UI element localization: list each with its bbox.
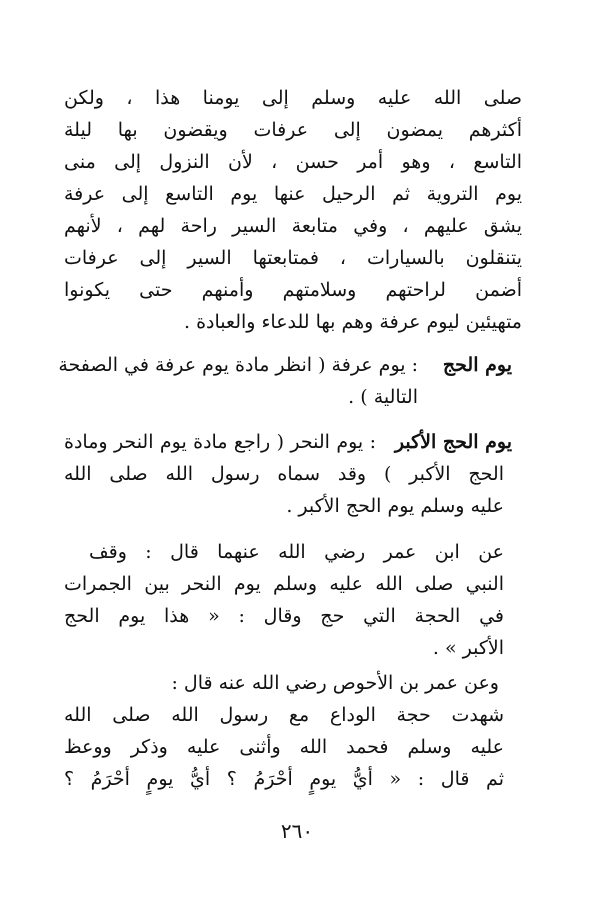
text-line: أكثرهم يمضون إلى عرفات ويقضون بها ليلة <box>64 119 522 141</box>
entry-definition-line: الحج الأكبر ) وقد سماه رسول الله صلى الله <box>64 463 504 485</box>
text-line: يشق عليهم ، وفي متابعة السير راحة لهم ، لأنهم <box>64 215 522 237</box>
entry-definition-line: : يوم النحر ( راجع مادة يوم النحر ومادة <box>64 431 376 453</box>
hadith-line: عليه وسلم فحمد الله وأثنى عليه وذكر ووعظ <box>64 736 504 758</box>
text-line: يتنقلون بالسيارات ، فمتابعتها السير إلى عرفات <box>64 247 522 269</box>
hadith-line: ثم قال : « أيُّ يومٍ أحْرَمُ ؟ أيُّ يومٍ أحْرَمُ ؟ <box>64 768 504 790</box>
page-number: ٢٦٠ <box>280 819 314 843</box>
text-line: يوم التروية ثم الرحيل عنها يوم التاسع إلى عرفة <box>64 183 522 205</box>
hadith-line: وعن عمر بن الأحوص رضي الله عنه قال : <box>171 672 499 694</box>
text-line: أضمن لراحتهم وسلامتهم وأمنهم حتى يكونوا <box>64 279 522 301</box>
hadith-line: عن ابن عمر رضي الله عنهما قال : وقف <box>89 541 504 563</box>
text-line: التاسع ، وهو أمر حسن ، لأن النزول إلى منى <box>64 151 522 173</box>
hadith-line: النبي صلى الله عليه وسلم يوم النحر بين الجمرات <box>64 573 504 595</box>
text-line: صلى الله عليه وسلم إلى يومنا هذا ، ولكن <box>64 87 522 109</box>
entry-term-yawm-al-hajj: يوم الحج <box>442 354 512 376</box>
hadith-line: الأكبر » . <box>432 637 504 659</box>
entry-term-yawm-al-hajj-al-akbar: يوم الحج الأكبر <box>394 431 512 453</box>
text-line: متهيئين ليوم عرفة وهم بها للدعاء والعبادة . <box>184 311 522 333</box>
entry-definition-line: عليه وسلم يوم الحج الأكبر . <box>286 495 504 517</box>
hadith-line: شهدت حجة الوداع مع رسول الله صلى الله <box>64 704 504 726</box>
hadith-line: في الحجة التي حج وقال : « هذا يوم الحج <box>64 605 504 627</box>
entry-definition-line: التالية ) . <box>348 386 418 408</box>
entry-definition-line: : يوم عرفة ( انظر مادة يوم عرفة في الصفحة <box>58 354 418 376</box>
